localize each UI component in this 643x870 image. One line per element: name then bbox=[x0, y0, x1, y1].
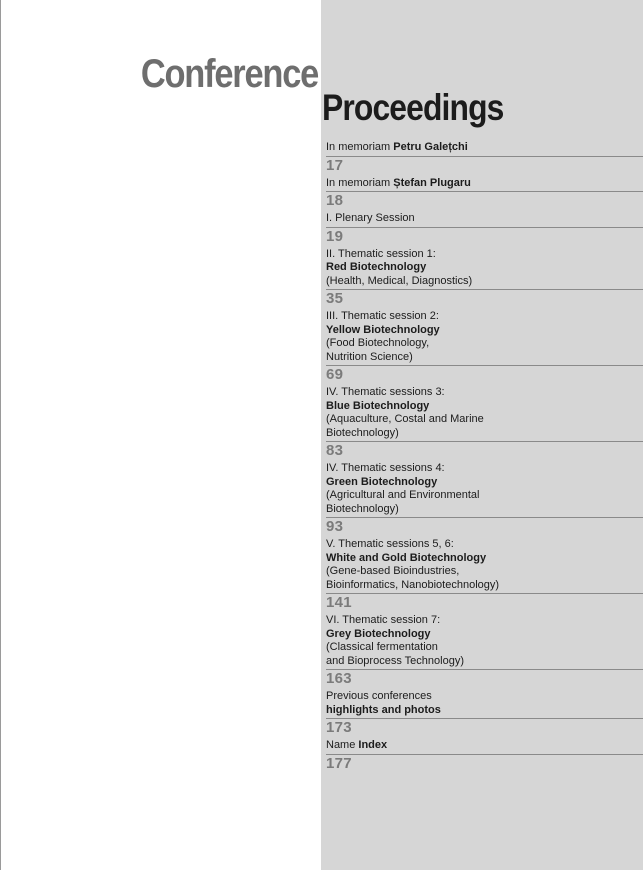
toc-entry-line bbox=[326, 614, 643, 628]
toc-entry-text: (Gene-based Bioindustries, bbox=[326, 565, 460, 577]
toc-entry-bold-text: White and Gold Biotechnology bbox=[326, 551, 487, 564]
toc-entry-bold-text: Blue Biotechnology bbox=[326, 399, 430, 412]
toc-entry-title bbox=[326, 538, 643, 593]
toc-entry-text: Bioinformatics, Nanobiotechnology) bbox=[326, 578, 500, 591]
toc-entry-text: (Agricultural and Environmental bbox=[326, 489, 480, 501]
toc-entry-bold-text: Petru Galețchi bbox=[393, 141, 468, 153]
toc-entry-text: and Bioprocess Technology) bbox=[326, 654, 464, 667]
toc-entry-line bbox=[326, 489, 643, 503]
toc-entry bbox=[326, 614, 643, 690]
toc-entry-line bbox=[326, 704, 643, 718]
toc-entry-text: I. Plenary Session bbox=[326, 212, 415, 224]
toc-entry-line bbox=[326, 565, 643, 579]
toc-entry-title bbox=[326, 177, 643, 192]
toc-entry-line bbox=[326, 552, 643, 566]
toc-entry-line bbox=[326, 400, 643, 414]
toc-entry-bold-text: Red Biotechnology bbox=[326, 261, 427, 273]
toc-page-number: 163 bbox=[326, 670, 352, 687]
toc-entry-text: IV. Thematic sessions 3: bbox=[326, 386, 445, 398]
toc-page-number: 173 bbox=[326, 719, 352, 736]
toc-entry-title bbox=[326, 141, 643, 156]
toc-entry-line bbox=[326, 579, 643, 593]
toc-entry-line bbox=[326, 337, 643, 351]
toc-entry-line bbox=[326, 427, 643, 441]
toc-entry-line bbox=[326, 503, 643, 517]
toc-entry-line bbox=[326, 641, 643, 655]
toc-entry-text: V. Thematic sessions 5, 6: bbox=[326, 538, 454, 550]
toc-entry-line bbox=[326, 690, 643, 704]
toc-entry-text: Nutrition Science) bbox=[326, 350, 413, 363]
toc-entry-text: Name bbox=[326, 739, 359, 751]
toc-entry-title bbox=[326, 386, 643, 441]
toc-entry bbox=[326, 310, 643, 386]
title-line-conference: Conference bbox=[140, 52, 318, 96]
toc-page-number: 19 bbox=[326, 227, 344, 245]
toc-entry bbox=[326, 538, 643, 614]
toc-entry-title bbox=[326, 310, 643, 365]
title-line-proceedings: Proceedings bbox=[322, 87, 504, 128]
toc-entry-bold-text: Ștefan Plugaru bbox=[393, 176, 471, 189]
toc-entry bbox=[326, 141, 643, 177]
toc-entry-line bbox=[326, 141, 643, 155]
toc-entry-text: III. Thematic session 2: bbox=[326, 310, 439, 322]
toc-entry-bold-text: Green Biotechnology bbox=[326, 475, 438, 488]
toc-entry-title bbox=[326, 212, 643, 227]
toc-entry-bold-text: Index bbox=[358, 739, 388, 751]
toc-entry-text: IV. Thematic sessions 4: bbox=[326, 462, 445, 474]
toc-entry bbox=[326, 739, 643, 775]
toc-entry-text: (Health, Medical, Diagnostics) bbox=[326, 274, 473, 287]
toc-entry-title bbox=[326, 739, 643, 754]
toc-entry-bold-text: Grey Biotechnology bbox=[326, 627, 431, 640]
toc-entry-text: In memoriam bbox=[326, 141, 394, 153]
toc-entry-bold-text: highlights and photos bbox=[326, 703, 441, 716]
toc-entry-line bbox=[326, 739, 643, 753]
toc-entry-line bbox=[326, 413, 643, 427]
toc-page-number: 18 bbox=[326, 192, 344, 209]
toc-entry-text: VI. Thematic session 7: bbox=[326, 614, 441, 626]
toc-entry-title bbox=[326, 462, 643, 517]
toc-page-number: 141 bbox=[326, 594, 352, 611]
toc-entry-line bbox=[326, 655, 643, 669]
toc-entry-bold-text: Yellow Biotechnology bbox=[326, 323, 440, 336]
toc-page-number: 35 bbox=[326, 290, 344, 307]
toc-entry-line bbox=[326, 351, 643, 365]
toc-entry bbox=[326, 690, 643, 739]
toc-entry-line bbox=[326, 212, 643, 226]
toc-entry-text: Previous conferences bbox=[326, 690, 432, 702]
toc-page-number: 93 bbox=[326, 518, 344, 535]
toc-entry-line bbox=[326, 386, 643, 400]
toc-entry-line bbox=[326, 261, 643, 275]
toc-entry-text: Biotechnology) bbox=[326, 426, 399, 439]
toc-entry-line bbox=[326, 476, 643, 490]
toc-entry bbox=[326, 212, 643, 248]
toc-entry bbox=[326, 462, 643, 538]
toc-entry-title bbox=[326, 690, 643, 718]
toc-entry-text: In memoriam bbox=[326, 176, 394, 189]
toc-page-number: 17 bbox=[326, 156, 344, 174]
toc-entry bbox=[326, 177, 643, 213]
toc-entry-text: II. Thematic session 1: bbox=[326, 247, 436, 260]
toc-entry-text: Biotechnology) bbox=[326, 502, 399, 515]
toc-entry-text: (Food Biotechnology, bbox=[326, 337, 430, 349]
toc-entry-title bbox=[326, 248, 643, 290]
toc-entry-text: (Classical fermentation bbox=[326, 641, 438, 653]
table-of-contents bbox=[326, 141, 643, 775]
toc-entry-line bbox=[326, 538, 643, 552]
toc-page-number: 83 bbox=[326, 442, 344, 459]
toc-entry bbox=[326, 248, 643, 311]
toc-entry-line bbox=[326, 177, 643, 191]
toc-entry-line bbox=[326, 324, 643, 338]
toc-entry-line bbox=[326, 310, 643, 324]
toc-page-number: 177 bbox=[326, 754, 352, 772]
page-left-edge-rule bbox=[0, 0, 1, 870]
toc-entry bbox=[326, 386, 643, 462]
toc-entry-text: (Aquaculture, Costal and Marine bbox=[326, 413, 484, 425]
toc-entry-line bbox=[326, 248, 643, 262]
toc-entry-title bbox=[326, 614, 643, 669]
toc-entry-line bbox=[326, 628, 643, 642]
toc-entry-line bbox=[326, 462, 643, 476]
toc-page-number: 69 bbox=[326, 366, 344, 383]
toc-entry-line bbox=[326, 275, 643, 289]
